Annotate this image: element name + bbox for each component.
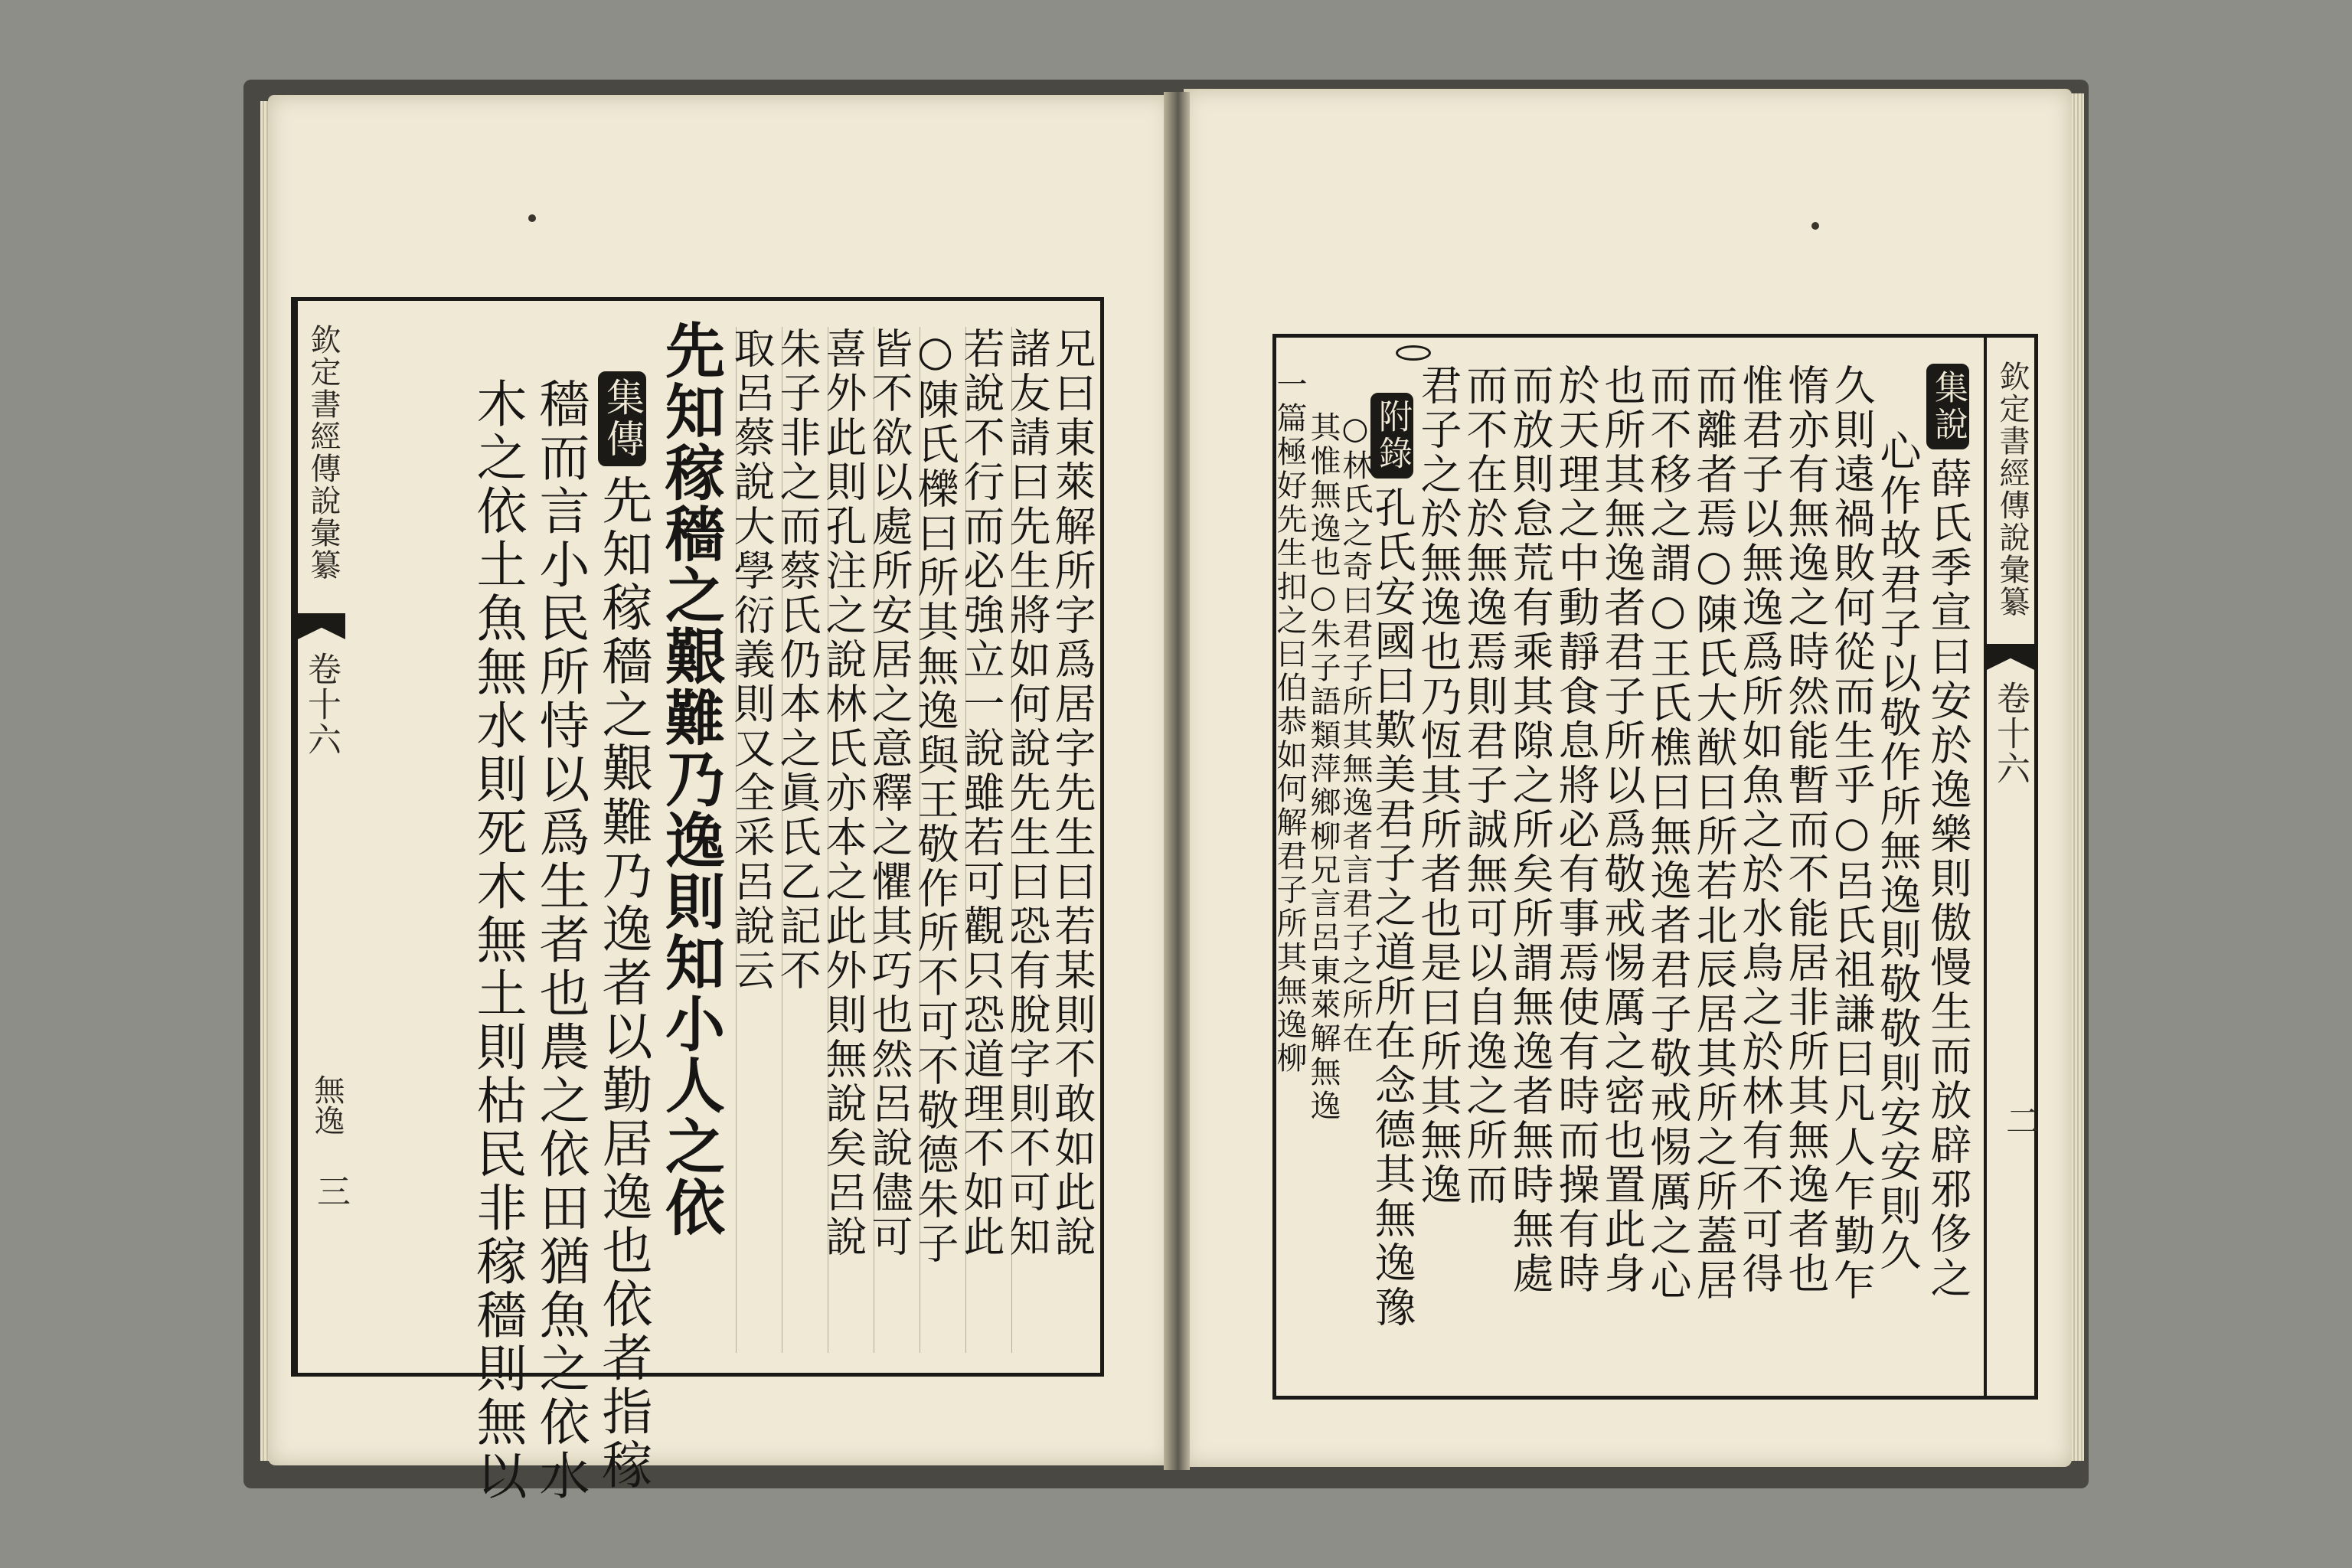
jishuo-column: 久則遠禍敗何從而生乎○呂氏祖謙曰凡人乍勤乍 xyxy=(1828,364,1876,1303)
jizhuan-label: 集傳 xyxy=(598,371,646,466)
commentary-column: 穡而言小民所恃以爲生者也農之依田猶魚之依水 xyxy=(531,377,590,1503)
right-text-frame xyxy=(1272,334,2038,1400)
jishuo-column: 於天理之中動靜食息將必有事焉使有時而操有時 xyxy=(1552,364,1600,1296)
margin-chapter: 卷十六 xyxy=(1991,681,2030,786)
jishuo-column: 也所其無逸者君子所以爲敬戒惕厲之密也置此身 xyxy=(1598,364,1646,1296)
jishuo-column xyxy=(1924,364,1978,1376)
jishuo-column: 而不移之謂○王氏樵曰無逸者君子敬戒惕厲之心 xyxy=(1644,364,1692,1303)
text-column: 取呂蔡說大學衍義則又全采呂說云 xyxy=(736,327,781,1353)
fishtail-mark xyxy=(298,613,345,639)
jishuo-label: 集說 xyxy=(1926,364,1969,449)
text-column: 若說不行而必強立一說雖若可觀只恐道理不如此 xyxy=(965,327,1011,1353)
margin-page-number: 二 xyxy=(2000,1103,2039,1137)
text-column: 朱子非之而蔡氏仍本之眞氏乙記不 xyxy=(782,327,827,1353)
text-column: 兄曰東萊解所字爲居字先生曰若某則不敢如此說 xyxy=(1048,327,1096,1259)
text-column: 諸友請曰先生將如何說先生曰恐有脫字則不可知 xyxy=(1011,327,1057,1353)
margin-book-title: 欽定書經傳說彙纂 xyxy=(305,324,341,581)
margin-page-number: 三 xyxy=(311,1174,350,1207)
jishuo-column: 而放則怠荒有乘其隙之所矣所謂無逸者無時無處 xyxy=(1506,364,1554,1296)
commentary-column: 木之依土魚無水則死木無土則枯民非稼穡則無以 xyxy=(468,377,527,1503)
jishuo-column: 惟君子以無逸爲所如魚之於水鳥之於林有不可得 xyxy=(1736,364,1784,1296)
book-gutter xyxy=(1164,92,1190,1470)
jishuo-column: 君子之於無逸也乃恆其所者也是曰所其無逸 xyxy=(1414,364,1462,1207)
commentary-column xyxy=(593,371,659,1492)
margin-section: 無逸 xyxy=(309,1074,345,1135)
right-page-margin-strip xyxy=(1984,338,2037,1396)
page-spot xyxy=(528,214,536,222)
jishuo-column: 惰亦有無逸之時然能暫而不能居非所其無逸者也 xyxy=(1782,364,1830,1296)
jishuo-column: 而不在於無逸焉則君子誠無可以自逸之所而 xyxy=(1460,364,1508,1207)
margin-chapter: 卷十六 xyxy=(302,652,341,757)
fulu-text: 孔氏安國曰歎美君子之道所在念德其無逸豫 xyxy=(1368,486,1416,1330)
top-ornament xyxy=(1396,345,1431,361)
main-classic-text: 先知稼穡之艱難乃逸則知小人之依 xyxy=(655,319,725,1238)
left-page-margin-strip xyxy=(295,301,348,1373)
fulu-label: 附錄 xyxy=(1370,393,1413,479)
commentary-text: 先知稼穡之艱難乃逸者以勤居逸也依者指稼 xyxy=(593,474,652,1492)
fulu-column: 其惟無逸也○朱子語類萍鄉柳兄言呂東萊解無逸 xyxy=(1305,411,1341,1123)
jishuo-column: 心作故君子以敬作所無逸則敬敬則安安則久 xyxy=(1873,430,1922,1273)
page-spot xyxy=(1811,222,1819,230)
jishuo-text: 薛氏季宣曰安於逸樂則傲慢生而放辟邪侈之 xyxy=(1924,457,1972,1301)
jishuo-column: 而離者焉○陳氏大猷曰所若北辰居其所之所蓋居 xyxy=(1690,364,1738,1303)
fulu-column xyxy=(1368,393,1422,1376)
fishtail-mark xyxy=(1987,644,2034,670)
text-column: ○陳氏櫟曰所其無逸與王敬作所不可不敬德朱子 xyxy=(920,327,965,1353)
left-text-frame xyxy=(291,297,1104,1503)
text-column: 皆不欲以處所安居之意釋之懼其巧也然呂說儘可 xyxy=(874,327,919,1353)
margin-book-title: 欽定書經傳說彙纂 xyxy=(1994,361,2030,618)
fulu-column: ○林氏之奇曰君子所其無逸者言君子之所在 xyxy=(1338,411,1373,1056)
text-column: 喜外此則孔注之說林氏亦本之此外則無說矣呂說 xyxy=(828,327,873,1353)
fulu-column: 一篇極好先生扣之曰伯恭如何解君子所其無逸柳 xyxy=(1272,368,1307,1076)
